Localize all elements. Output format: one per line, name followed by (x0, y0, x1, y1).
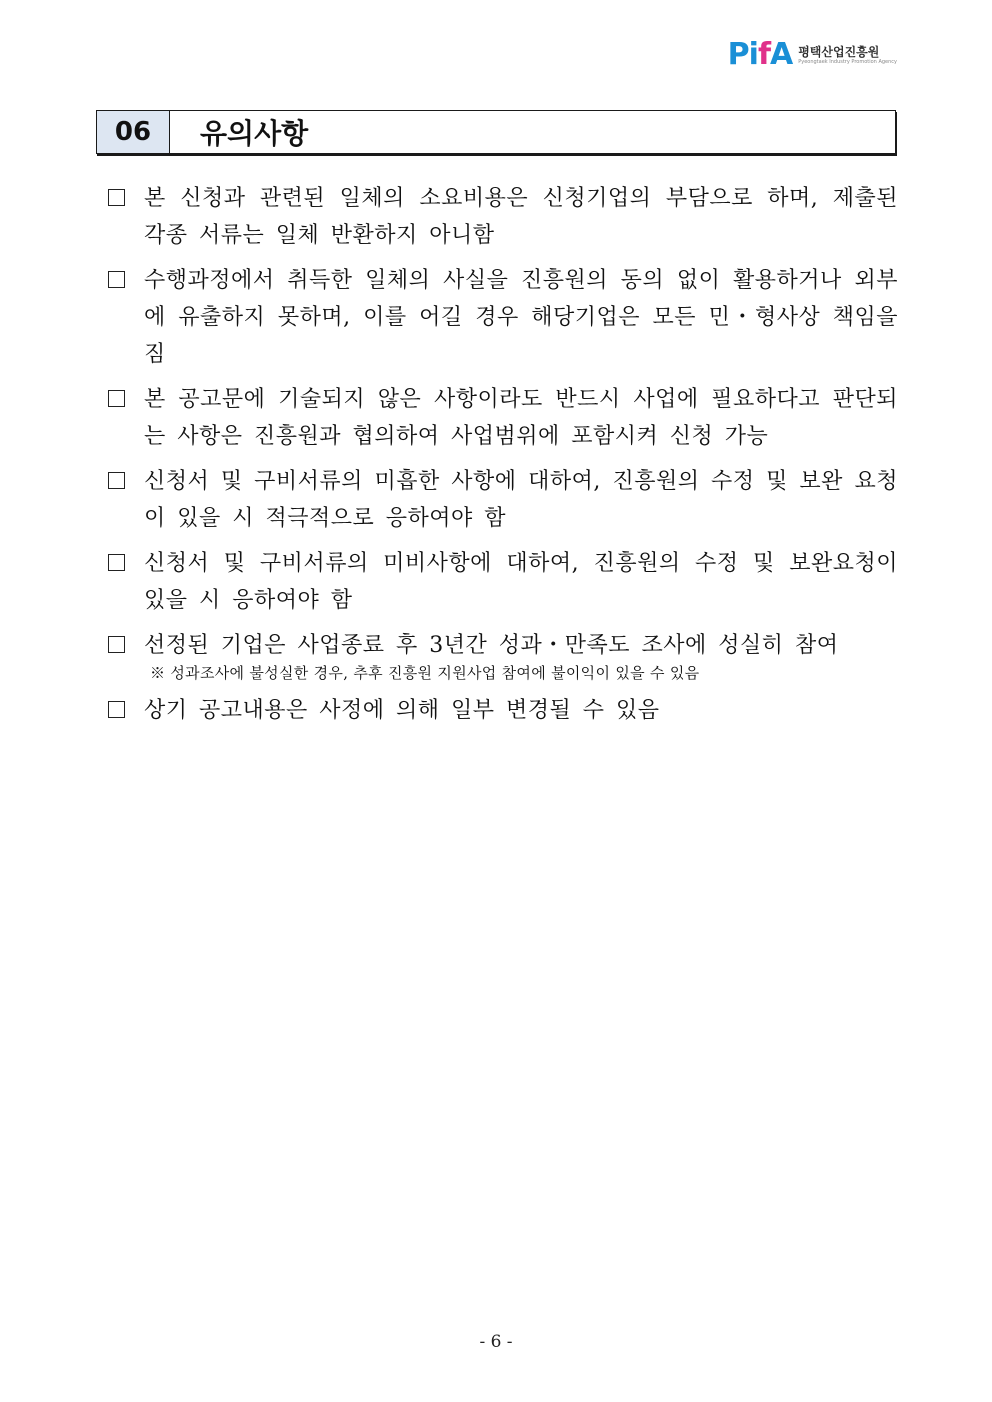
notice-list (108, 180, 898, 737)
notice-item (108, 381, 898, 455)
section-title: 유의사항 (200, 117, 309, 150)
logo-name-korean: 평택산업진흥원 (798, 45, 880, 59)
notice-item (108, 463, 898, 537)
checkbox-icon (108, 636, 125, 653)
section-header (96, 110, 896, 154)
notice-item-note: ※ 성과조사에 불성실한 경우, 추후 진흥원 지원사업 참여에 불이익이 있을 수 있음 (150, 664, 700, 682)
checkbox-icon (108, 189, 125, 206)
section-number: 06 (97, 111, 170, 153)
checkbox-icon (108, 472, 125, 489)
notice-item-text: 신청서 및 구비서류의 미비사항에 대하여, 진흥원의 수정 및 보완요청이 있을 시 응하여야 함 (144, 551, 898, 613)
logo-text (798, 46, 897, 66)
notice-item-text: 수행과정에서 취득한 일체의 사실을 진흥원의 동의 없이 활용하거나 외부에 유출하지 못하며, 이를 어길 경우 해당기업은 모든 민・형사상 책임을 짐 (144, 268, 898, 367)
checkbox-icon (108, 390, 125, 407)
checkbox-icon (108, 271, 125, 288)
logo-name-english: Pyeongtaek Industry Promotion Agency (798, 59, 897, 65)
notice-item (108, 692, 898, 729)
logo-mark-i: i (748, 37, 758, 72)
checkbox-icon (108, 701, 125, 718)
logo-mark-f: f (757, 37, 770, 72)
logo-mark-a: A (770, 37, 793, 72)
notice-item-text: 선정된 기업은 사업종료 후 3년간 성과・만족도 조사에 성실히 참여 (144, 633, 839, 658)
notice-item-text: 상기 공고내용은 사정에 의해 일부 변경될 수 있음 (144, 698, 660, 723)
notice-item-text: 본 신청과 관련된 일체의 소요비용은 신청기업의 부담으로 하며, 제출된 각종 서류는 일체 반환하지 아니함 (144, 186, 898, 248)
logo-mark (727, 37, 793, 72)
logo-mark-p: P (727, 37, 749, 72)
notice-item (108, 545, 898, 619)
notice-item (108, 262, 898, 373)
notice-item (108, 180, 898, 254)
agency-logo (727, 37, 897, 72)
notice-item-text: 본 공고문에 기술되지 않은 사항이라도 반드시 사업에 필요하다고 판단되는 사항은 진흥원과 협의하여 사업범위에 포함시켜 신청 가능 (144, 387, 898, 449)
page-number: - 6 - (479, 1332, 513, 1352)
notice-item (108, 627, 898, 684)
notice-item-text: 신청서 및 구비서류의 미흡한 사항에 대하여, 진흥원의 수정 및 보완 요청이 있을 시 적극적으로 응하여야 함 (144, 469, 898, 531)
checkbox-icon (108, 554, 125, 571)
